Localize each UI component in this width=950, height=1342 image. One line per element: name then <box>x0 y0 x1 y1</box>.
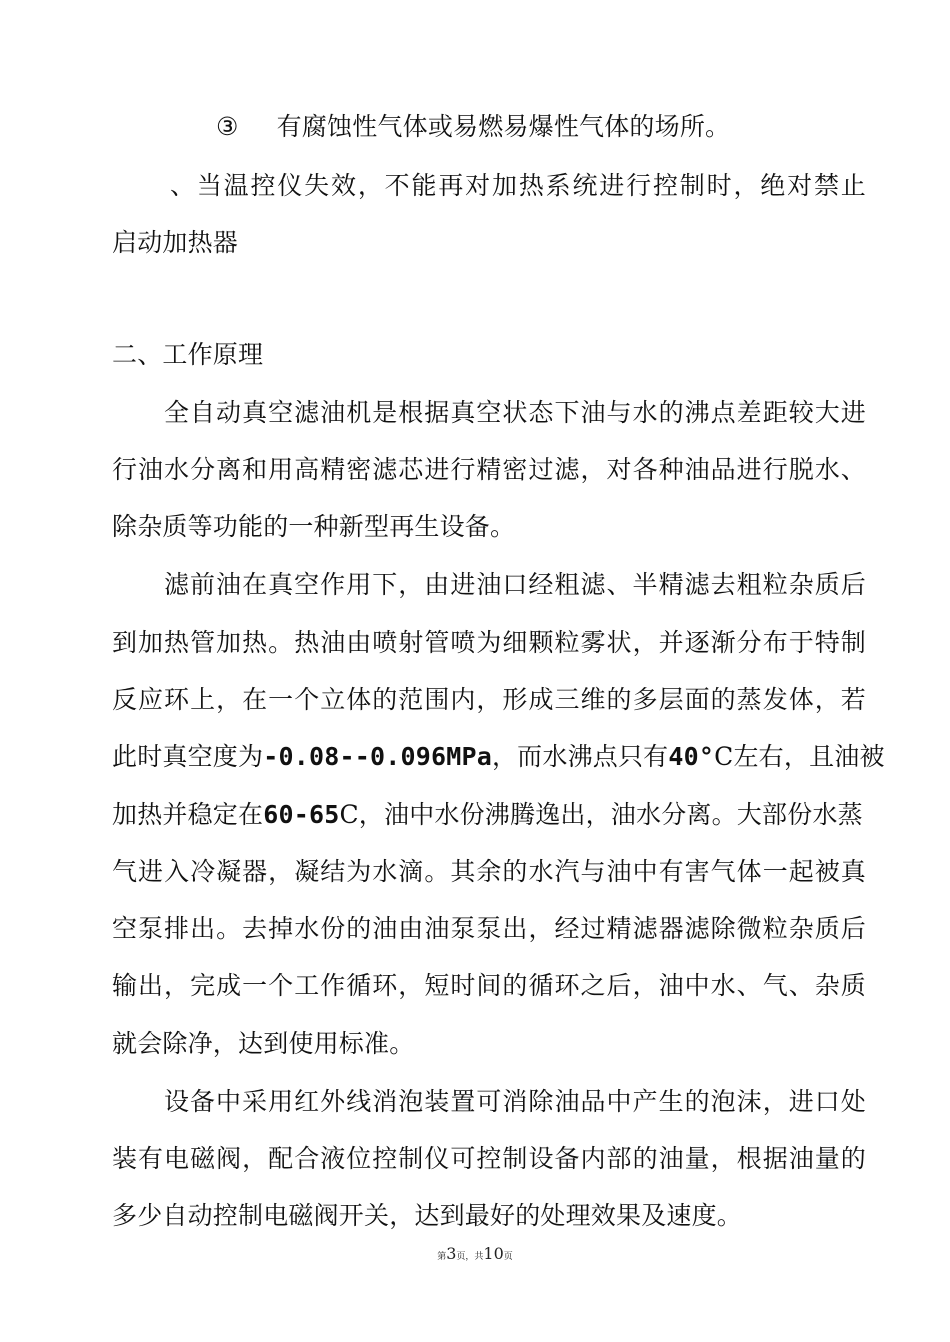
total-page-number: 10 <box>483 1244 504 1263</box>
list-marker: ③ <box>216 112 239 141</box>
text-fragment: 此时真空度为 <box>112 742 264 771</box>
footer-middle: 页，共 <box>456 1252 484 1262</box>
paragraph-2-line-3: 反应环上，在一个立体的范围内，形成三维的多层面的蒸发体，若 <box>112 685 866 714</box>
temperature-range-value: 60-65 <box>263 800 340 829</box>
warning-line-2: 启动加热器 <box>112 228 239 257</box>
text-fragment: C，油中水份沸腾逸出，油水分离。大部份水蒸 <box>339 800 863 829</box>
paragraph-3-line-2: 装有电磁阀，配合液位控制仪可控制设备内部的油量，根据油量的 <box>112 1144 866 1173</box>
list-item-text: 有腐蚀性气体或易燃易爆性气体的场所。 <box>276 112 731 141</box>
paragraph-1-line-1: 全自动真空滤油机是根据真空状态下油与水的沸点差距较大进 <box>164 398 866 427</box>
paragraph-3-line-1: 设备中采用红外线消泡装置可消除油品中产生的泡沫，进口处 <box>164 1087 866 1116</box>
text-fragment: 加热并稳定在 <box>112 800 264 829</box>
current-page-number: 3 <box>446 1244 457 1263</box>
text-fragment: C左右，且油被 <box>714 742 885 771</box>
paragraph-2-line-6: 气进入冷凝器，凝结为水滴。其余的水汽与油中有害气体一起被真 <box>112 857 866 886</box>
footer-suffix: 页 <box>503 1252 513 1262</box>
paragraph-2-line-7: 空泵排出。去掉水份的油由油泵泵出，经过精滤器滤除微粒杂质后 <box>112 914 866 943</box>
page-footer <box>0 1244 950 1263</box>
paragraph-2-line-8: 输出，完成一个工作循环，短时间的循环之后，油中水、气、杂质 <box>112 971 866 1000</box>
footer-prefix: 第 <box>437 1252 447 1262</box>
paragraph-1-line-3: 除杂质等功能的一种新型再生设备。 <box>112 512 516 541</box>
paragraph-2-line-1: 滤前油在真空作用下，由进油口经粗滤、半精滤去粗粒杂质后 <box>164 570 866 599</box>
vacuum-value-start: -0.08- <box>263 742 355 771</box>
paragraph-1-line-2: 行油水分离和用高精密滤芯进行精密过滤，对各种油品进行脱水、 <box>112 455 866 484</box>
paragraph-2-line-5 <box>112 800 866 830</box>
text-fragment: ，而水沸点只有 <box>491 742 669 771</box>
list-item <box>216 112 866 142</box>
paragraph-2-line-9: 就会除净，达到使用标准。 <box>112 1029 415 1058</box>
warning-line-1: 、当温控仪失效，不能再对加热系统进行控制时，绝对禁止 <box>170 171 866 200</box>
paragraph-2-line-4 <box>112 742 885 772</box>
vacuum-value-end: -0.096MPa <box>354 742 492 771</box>
section-heading: 二、工作原理 <box>112 340 264 369</box>
boiling-point-value: 40° <box>668 742 715 771</box>
paragraph-2-line-2: 到加热管加热。热油由喷射管喷为细颗粒雾状，并逐渐分布于特制 <box>112 628 866 657</box>
paragraph-3-line-3: 多少自动控制电磁阀开关，达到最好的处理效果及速度。 <box>112 1201 743 1230</box>
